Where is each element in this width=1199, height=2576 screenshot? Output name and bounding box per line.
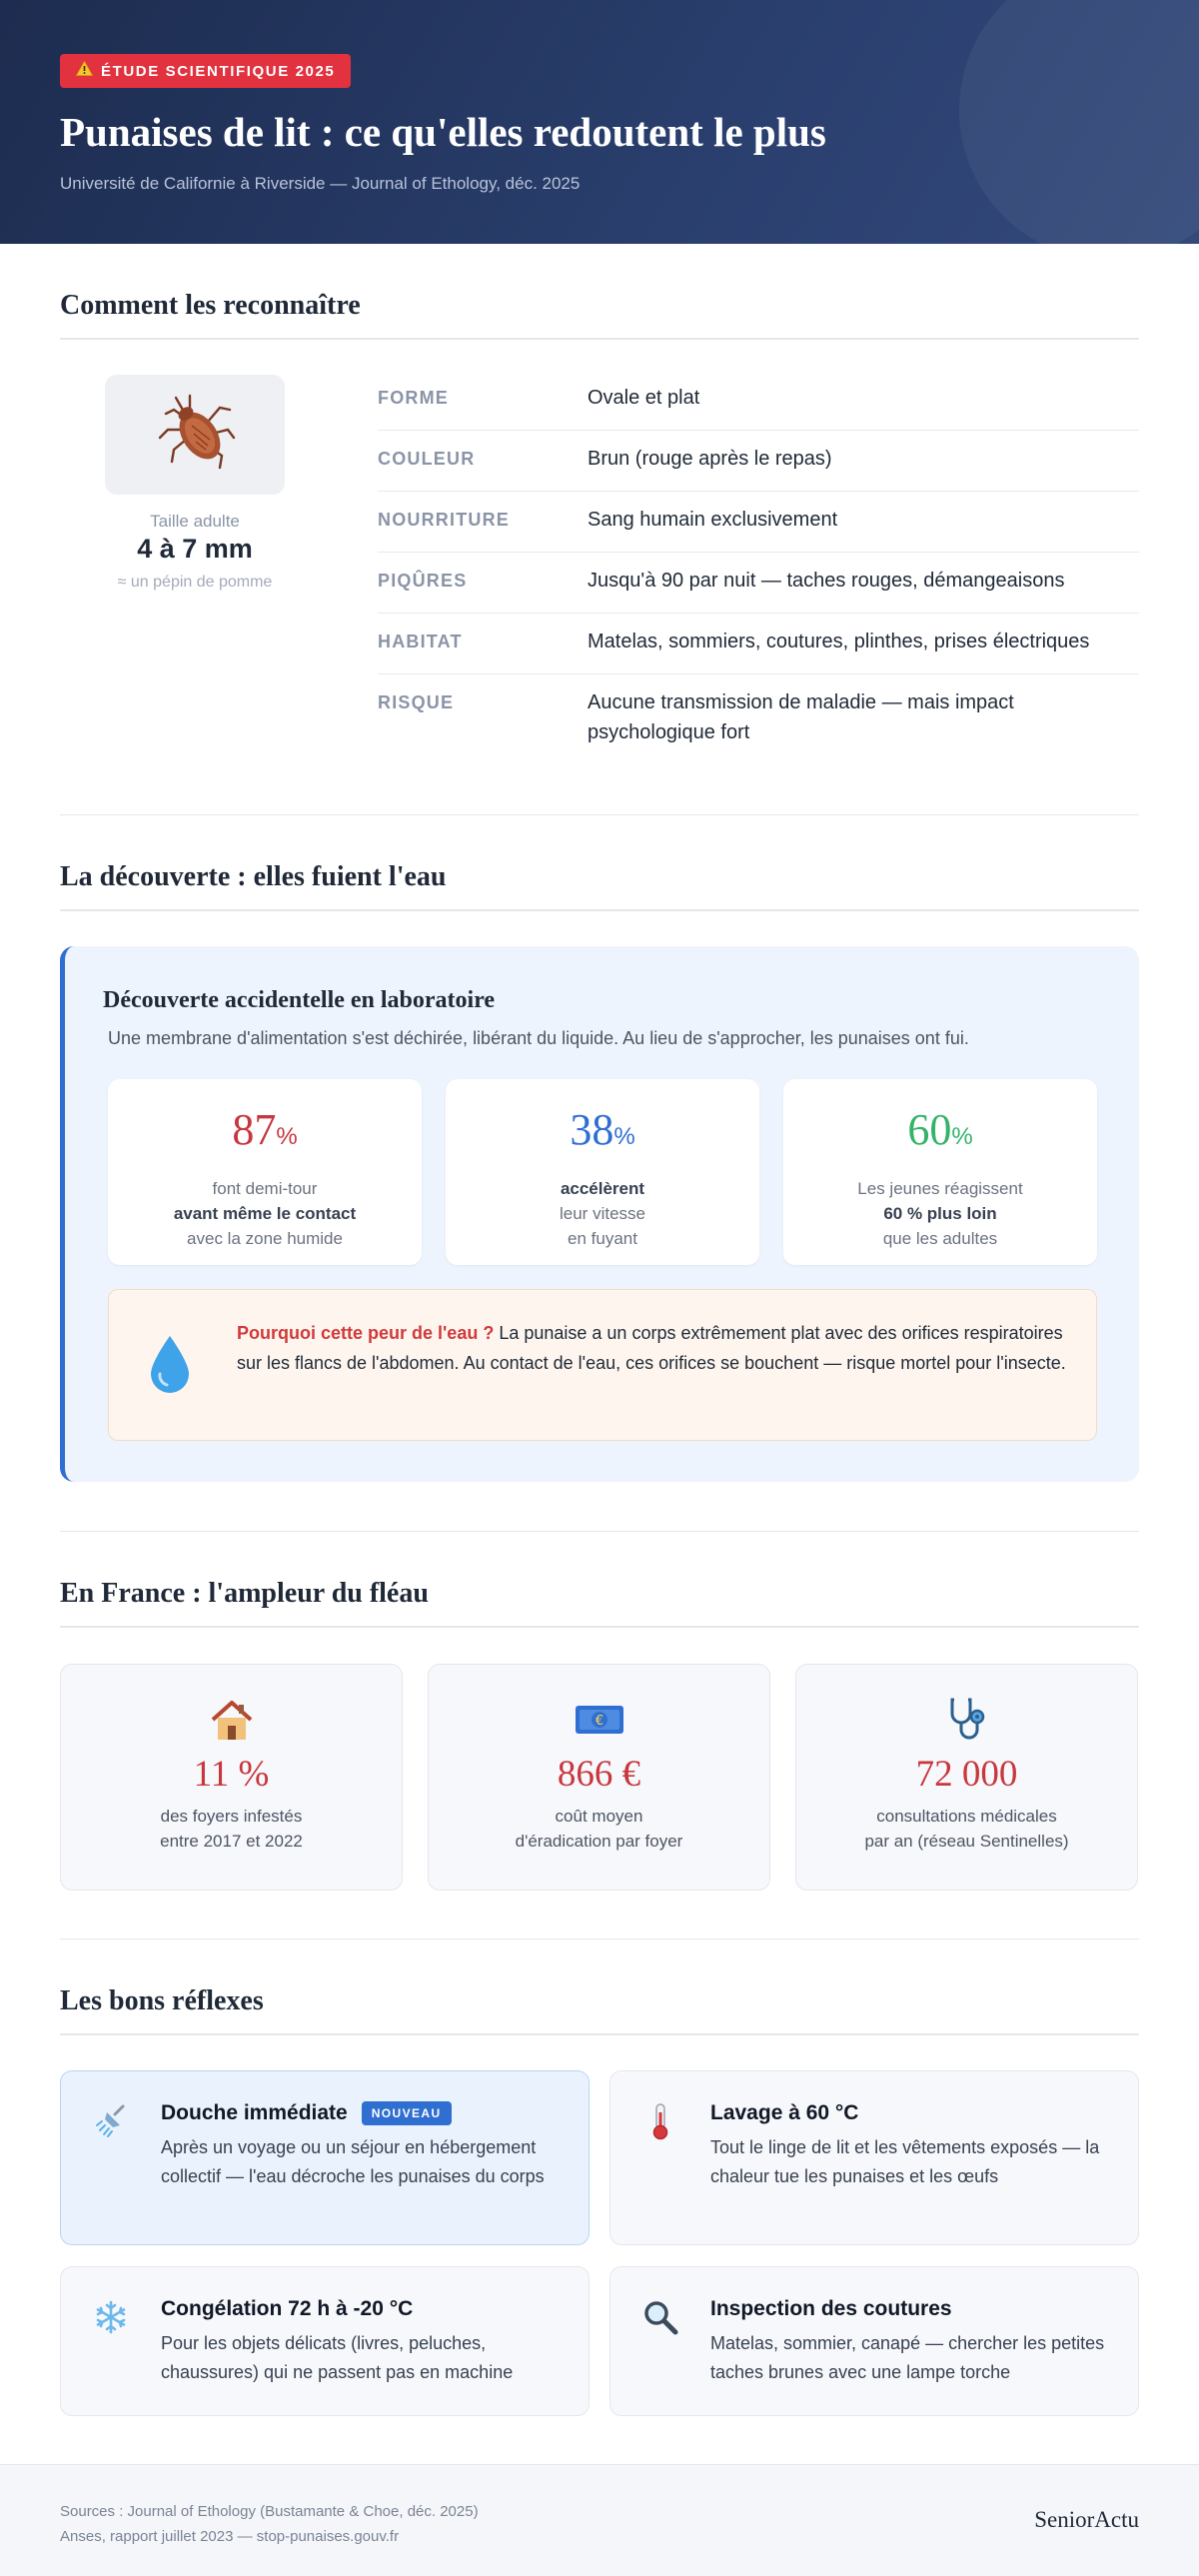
france-stat-caption-line: des foyers infestés [160,1807,303,1826]
snowflake-icon [91,2297,131,2337]
stat-caption: avec la zone humide [187,1229,343,1248]
stat-caption: font demi-tour [212,1179,318,1198]
shower-icon [91,2101,131,2141]
water-drop-icon [149,1334,191,1401]
stat-number: 60 [907,1105,952,1154]
stat-caption: 60 % plus loin [883,1204,997,1223]
footer-brand: SeniorActu [1034,2507,1139,2532]
fact-row [378,674,1139,764]
reflex-card [60,2070,590,2245]
stat-card [446,1079,759,1265]
euro-banknote-icon [429,1695,769,1745]
fact-row [378,492,1139,553]
stat-number: 38 [570,1105,614,1154]
new-badge: NOUVEAU [362,2101,452,2125]
reflex-title [161,2101,452,2125]
france-stat-caption [429,1804,769,1854]
size-label: Taille adulte [150,512,240,531]
stat-value [783,1105,1097,1162]
fact-key: COULEUR [378,449,476,469]
warning-icon [76,61,93,81]
bedbug-illustration [105,375,285,495]
france-stat-value: 72 000 [915,1754,1018,1795]
reflex-text: Après un voyage ou un séjour en hébergement collectif — l'eau décroche les punaises du corps [161,2137,545,2186]
reflex-title-text: Lavage à 60 °C [710,2101,859,2124]
svg-text:€: € [595,1714,603,1729]
discovery-panel-title: Découverte accidentelle en laboratoire [103,987,496,1013]
reflex-text: Tout le linge de lit et les vêtements exposés — la chaleur tue les punaises et les œufs [710,2137,1100,2186]
fact-row [378,614,1139,674]
fact-value: Aucune transmission de maladie — mais impact psychologique fort [588,691,1014,743]
fact-row [378,431,1139,492]
france-stat-caption [61,1804,402,1854]
stat-caption: que les adultes [882,1229,998,1248]
stat-value [446,1105,759,1162]
reflex-title-text: Inspection des coutures [710,2297,952,2320]
stat-caption: avant même le contact [173,1204,357,1223]
stat-caption: Les jeunes réagissent [857,1179,1023,1198]
facts-table [378,370,1139,764]
fact-value: Jusqu'à 90 par nuit — taches rouges, démangeaisons [588,570,1065,592]
france-stat-caption-line: coût moyen [555,1807,643,1826]
magnifier-icon [640,2297,680,2337]
stethoscope-icon [796,1695,1137,1745]
france-stat-caption [796,1804,1137,1854]
france-stat-card [60,1664,403,1891]
reflex-card [609,2070,1139,2245]
footer-sources [60,2499,479,2549]
stat-caption: accélèrent [560,1179,645,1198]
section-divider [60,1938,1139,1939]
fact-value: Brun (rouge après le repas) [588,448,832,470]
reflex-card [609,2266,1139,2416]
section-title-identify: Comment les reconnaître [60,290,1139,340]
reflex-text: Matelas, sommier, canapé — chercher les petites taches brunes avec une lampe torche [710,2333,1105,2382]
stat-unit: % [276,1123,298,1150]
reflex-card [60,2266,590,2416]
decorative-circle [959,0,1199,244]
stat-unit: % [613,1123,635,1150]
stat-caption: leur vitesse [560,1204,645,1223]
section-title-france: En France : l'ampleur du fléau [60,1578,1139,1628]
france-stat-card [795,1664,1138,1891]
fact-value: Sang humain exclusivement [588,509,838,531]
footer-source-line: Sources : Journal of Ethology (Bustamante & Choe, déc. 2025) [60,2503,479,2520]
reflex-title [710,2297,952,2321]
reflex-title [710,2101,858,2125]
reflex-title [161,2297,413,2321]
stat-card [108,1079,422,1265]
section-title-reflexes: Les bons réflexes [60,1985,1139,2035]
size-comparison: ≈ un pépin de pomme [117,574,273,591]
water-explanation-lead: Pourquoi cette peur de l'eau ? [237,1323,495,1343]
stat-captions [108,1176,422,1251]
thermometer-icon [640,2101,680,2141]
stat-number: 87 [232,1105,277,1154]
france-stat-caption-line: consultations médicales [876,1807,1057,1826]
page-subtitle: Université de Californie à Riverside — Journal of Ethology, déc. 2025 [60,174,581,193]
house-icon [61,1695,402,1745]
france-stat-card [428,1664,770,1891]
stat-caption: en fuyant [568,1229,637,1248]
stat-card [783,1079,1097,1265]
footer [0,2464,1199,2576]
fact-row [378,370,1139,431]
size-value: 4 à 7 mm [137,534,253,564]
study-badge-label: ÉTUDE SCIENTIFIQUE 2025 [101,62,336,80]
stat-captions [446,1176,759,1251]
footer-source-line: Anses, rapport juillet 2023 — stop-punaises.gouv.fr [60,2528,400,2545]
fact-key: HABITAT [378,632,463,651]
stat-unit: % [951,1123,973,1150]
france-stat-caption-line: entre 2017 et 2022 [160,1832,303,1851]
study-badge [60,54,351,88]
france-stat-caption-line: d'éradication par foyer [515,1832,683,1851]
stat-value [108,1105,422,1162]
fact-key: NOURRITURE [378,510,510,530]
water-explanation-box [108,1289,1097,1441]
header-banner [0,0,1199,244]
fact-value: Ovale et plat [588,387,700,409]
reflex-text: Pour les objets délicats (livres, peluches, chaussures) qui ne passent pas en machine [161,2333,514,2382]
fact-key: FORME [378,388,449,408]
page-title: Punaises de lit : ce qu'elles redoutent le plus [60,109,826,155]
reflex-title-text: Douche immédiate [161,2101,348,2124]
reflex-title-text: Congélation 72 h à -20 °C [161,2297,414,2320]
france-stat-value: 866 € [557,1754,641,1795]
section-title-discovery: La découverte : elles fuient l'eau [60,861,1139,911]
water-explanation-body: La punaise a un corps extrêmement plat avec des orifices respiratoires sur les flancs de l'abdomen. Au contact de l'eau, ces orifices se bouchent — risque mortel pour l'insecte. [237,1323,1066,1373]
discovery-panel-text: Une membrane d'alimentation s'est déchirée, libérant du liquide. Au lieu de s'approcher, les punaises ont fui. [108,1028,969,1048]
section-divider [60,814,1139,815]
fact-key: PIQÛRES [378,571,468,591]
fact-row [378,553,1139,614]
section-divider [60,1531,1139,1532]
france-stat-caption-line: par an (réseau Sentinelles) [864,1832,1069,1851]
bedbug-icon [150,390,240,481]
stat-captions [783,1176,1097,1251]
fact-key: RISQUE [378,692,455,712]
fact-value: Matelas, sommiers, coutures, plinthes, prises électriques [588,631,1090,652]
france-stat-value: 11 % [193,1754,270,1795]
water-explanation-text [237,1318,1066,1378]
